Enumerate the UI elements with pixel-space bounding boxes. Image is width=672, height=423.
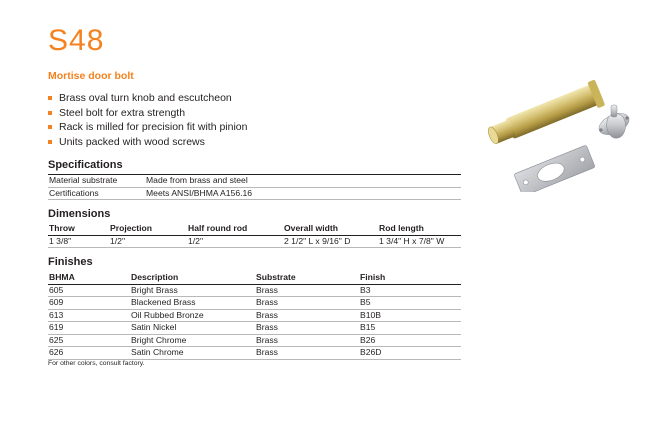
table-row — [48, 284, 461, 297]
column-header: Substrate — [255, 272, 359, 284]
table-cell: 609 — [48, 297, 130, 310]
finishes-heading: Finishes — [48, 256, 93, 268]
table-cell: Oil Rubbed Bronze — [130, 309, 255, 322]
table-cell: Brass — [255, 309, 359, 322]
table-cell: Brass — [255, 334, 359, 347]
table-cell: Brass — [255, 297, 359, 310]
table-cell: 625 — [48, 334, 130, 347]
table-cell: 2 1/2" L x 9/16" D — [283, 235, 378, 248]
feature-item: Steel bolt for extra strength — [48, 106, 248, 121]
feature-item: Rack is milled for precision fit with pinion — [48, 120, 248, 135]
table-row — [48, 309, 461, 322]
column-header: Throw — [48, 223, 109, 235]
table-cell: 1 3/8" — [48, 235, 109, 248]
product-subtitle: Mortise door bolt — [48, 70, 134, 82]
column-header: Description — [130, 272, 255, 284]
table-header-row — [48, 223, 461, 235]
column-header: Rod length — [378, 223, 461, 235]
table-cell: 613 — [48, 309, 130, 322]
bullet-icon — [48, 140, 52, 144]
turn-knob — [596, 105, 633, 139]
table-cell: B26D — [359, 347, 461, 360]
mortise-door-bolt-image — [484, 62, 654, 192]
table-cell: Bright Chrome — [130, 334, 255, 347]
table-cell: B10B — [359, 309, 461, 322]
table-cell: B3 — [359, 284, 461, 297]
table-row — [48, 322, 461, 335]
table-row — [48, 334, 461, 347]
column-header: Projection — [109, 223, 187, 235]
table-cell: B15 — [359, 322, 461, 335]
column-header: Overall width — [283, 223, 378, 235]
table-cell: 1/2" — [187, 235, 283, 248]
table-cell: 605 — [48, 284, 130, 297]
table-row — [48, 347, 461, 360]
bullet-icon — [48, 125, 52, 129]
feature-item: Brass oval turn knob and escutcheon — [48, 91, 248, 106]
feature-list — [48, 91, 248, 149]
bullet-icon — [48, 111, 52, 115]
specifications-section — [48, 158, 461, 200]
model-title: S48 — [48, 24, 105, 57]
table-cell: Brass — [255, 284, 359, 297]
table-cell: 626 — [48, 347, 130, 360]
spec-value: Made from brass and steel — [145, 175, 461, 188]
bolt-body — [484, 79, 605, 150]
dimensions-heading: Dimensions — [48, 208, 111, 220]
table-cell: 1/2" — [109, 235, 187, 248]
column-header: BHMA — [48, 272, 130, 284]
table-row — [48, 175, 461, 188]
table-row — [48, 235, 461, 248]
dimensions-section — [48, 207, 461, 248]
finishes-table — [48, 272, 461, 360]
table-row — [48, 297, 461, 310]
table-cell: Brass — [255, 347, 359, 360]
spec-label: Certifications — [48, 187, 145, 200]
table-cell: Brass — [255, 322, 359, 335]
table-cell: Bright Brass — [130, 284, 255, 297]
strike-plate — [514, 145, 595, 192]
finishes-section — [48, 255, 461, 360]
bullet-icon — [48, 96, 52, 100]
table-row — [48, 187, 461, 200]
footnote: For other colors, consult factory. — [48, 360, 145, 367]
table-cell: 619 — [48, 322, 130, 335]
table-cell: B5 — [359, 297, 461, 310]
specifications-table — [48, 174, 461, 200]
feature-item: Units packed with wood screws — [48, 135, 248, 150]
specifications-heading: Specifications — [48, 159, 123, 171]
column-header: Half round rod — [187, 223, 283, 235]
table-cell: Satin Chrome — [130, 347, 255, 360]
dimensions-table — [48, 223, 461, 248]
table-cell: 1 3/4" H x 7/8" W — [378, 235, 461, 248]
spec-value: Meets ANSI/BHMA A156.16 — [145, 187, 461, 200]
table-cell: Satin Nickel — [130, 322, 255, 335]
spec-label: Material substrate — [48, 175, 145, 188]
column-header: Finish — [359, 272, 461, 284]
table-header-row — [48, 272, 461, 284]
table-cell: B26 — [359, 334, 461, 347]
table-cell: Blackened Brass — [130, 297, 255, 310]
